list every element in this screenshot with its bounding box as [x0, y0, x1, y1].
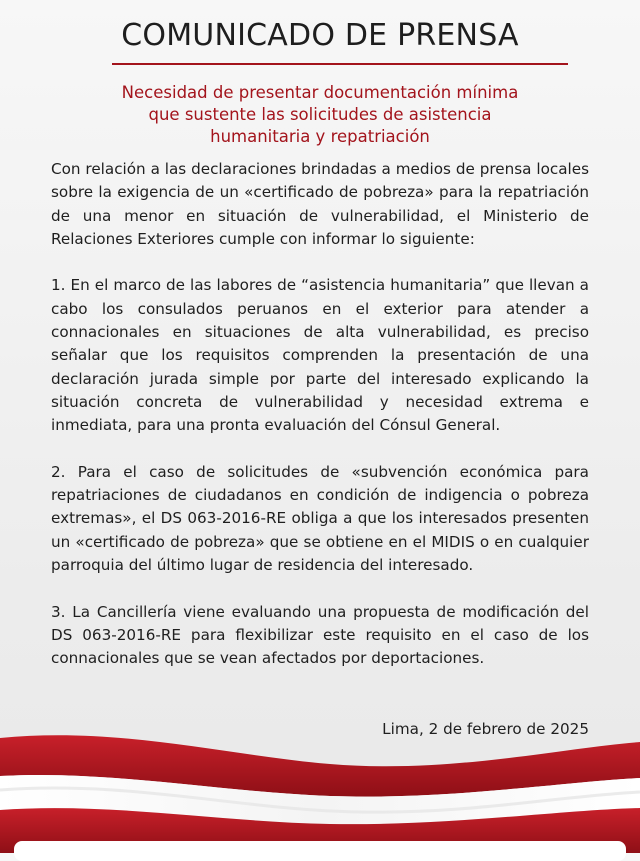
point-3-paragraph: 3. La Cancillería viene evaluando una propuesta de modificación del DS 063-2016-RE para flexibilizar este requisito en el caso de los connacionales que se vean afectados por deportaciones.	[51, 602, 589, 668]
point-1-paragraph: 1. En el marco de las labores de “asistencia humanitaria” que llevan a cabo los consulados peruanos en el exterior para atender a connacionales en situaciones de alta vulnerabilidad, es preciso señalar que los requisitos comprenden la presentación de una declaración jurada simple por parte del interesado explicando la situación concreta de vulnerabilidad y necesidad extrema e inmediata, para una pronta evaluación del Cónsul General.	[51, 276, 589, 435]
flag-ribbon-decoration	[0, 730, 640, 853]
point-2-paragraph: 2. Para el caso de solicitudes de «subvención económica para repatriaciones de ciudadanos en condición de indigencia o pobreza extremas», el DS 063-2016-RE obliga a que los interesados presenten un «certificado de pobreza» que se obtiene en el MIDIS o en cualquier parroquia del último lugar de residencia del interesado.	[51, 462, 589, 575]
subtitle	[40, 82, 600, 148]
title-divider	[112, 63, 568, 65]
intro-paragraph: Con relación a las declaraciones brindadas a medios de prensa locales sobre la exigencia de un «certificado de pobreza» para la repatriación de una menor en situación de vulnerabilidad, el Ministerio de Relaciones Exteriores cumple con informar lo siguiente:	[51, 160, 589, 248]
date-signoff: Lima, 2 de febrero de 2025	[382, 720, 589, 738]
subtitle-line: humanitaria y repatriación	[210, 127, 430, 146]
press-release-body	[51, 158, 589, 694]
page-title: COMUNICADO DE PRENSA	[121, 18, 519, 53]
subtitle-line: Necesidad de presentar documentación mínima	[121, 83, 519, 102]
bottom-bar	[14, 841, 626, 861]
subtitle-line: que sustente las solicitudes de asistencia	[148, 105, 492, 124]
